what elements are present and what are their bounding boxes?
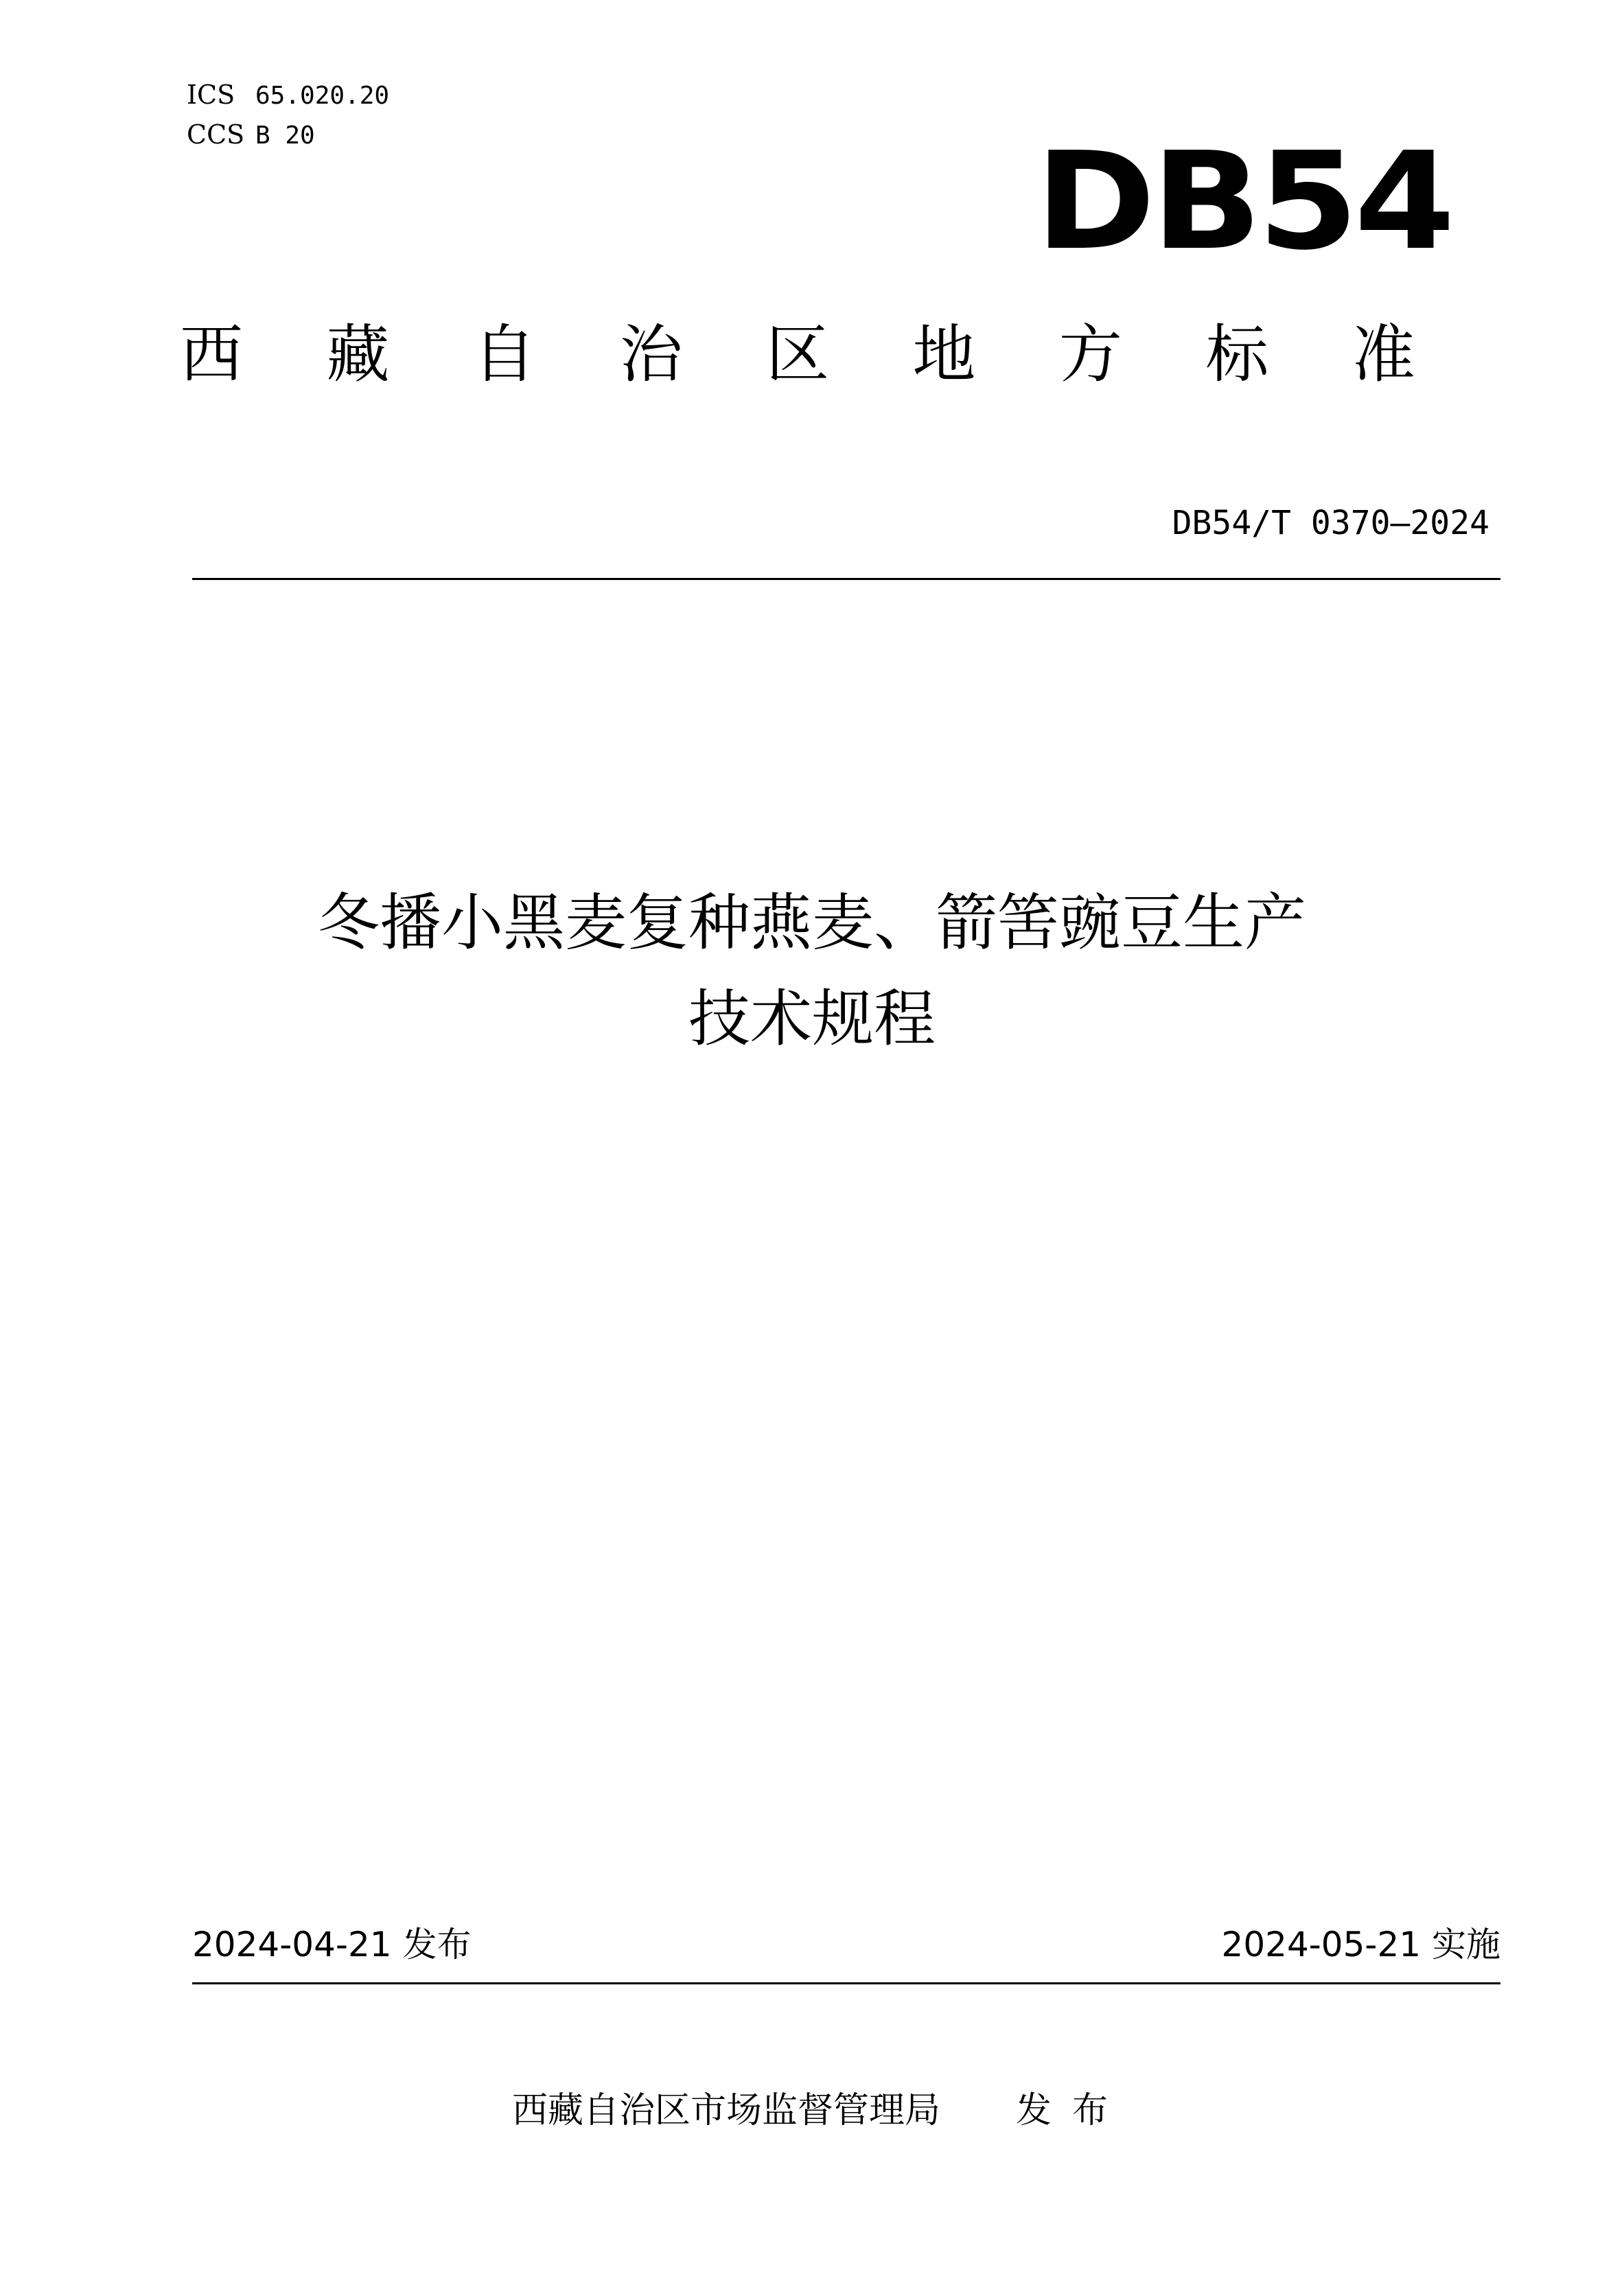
standard-type-char: 地 (912, 318, 976, 391)
footer-divider (192, 1982, 1500, 1984)
ccs-code: B 20 (255, 121, 315, 150)
ccs-line (187, 115, 389, 155)
standard-type-char: 西 (180, 318, 244, 391)
publish-date: 2024-04-21 发布 (192, 1925, 472, 1964)
classification-block (187, 76, 389, 155)
document-title-line-2: 技术规程 (688, 983, 936, 1055)
publisher-action: 发布 (1016, 2090, 1129, 2131)
ics-label: ICS (187, 80, 235, 110)
publisher-line (512, 2087, 1128, 2135)
standard-type-char: 区 (765, 318, 829, 391)
document-title-line-1: 冬播小黑麦复种燕麦、箭筈豌豆生产 (318, 887, 1306, 959)
standard-type-char: 方 (1058, 318, 1122, 391)
ics-line (187, 76, 389, 115)
publisher-org: 西藏自治区市场监督管理局 (512, 2090, 941, 2131)
standard-type-char: 治 (619, 318, 683, 391)
standard-type-char: 藏 (326, 318, 390, 391)
standard-type-char: 标 (1205, 318, 1269, 391)
standard-type-char: 自 (472, 318, 536, 391)
standard-code: DB54/T 0370—2024 (1172, 504, 1489, 542)
standard-type-heading (180, 317, 1415, 393)
ics-code: 65.020.20 (255, 82, 390, 110)
implement-date: 2024-05-21 实施 (1221, 1925, 1500, 1964)
db54-logo: DB54 (1035, 124, 1451, 280)
ccs-label: CCS (187, 119, 245, 150)
header-divider (192, 578, 1500, 580)
standard-type-char: 准 (1352, 318, 1415, 391)
